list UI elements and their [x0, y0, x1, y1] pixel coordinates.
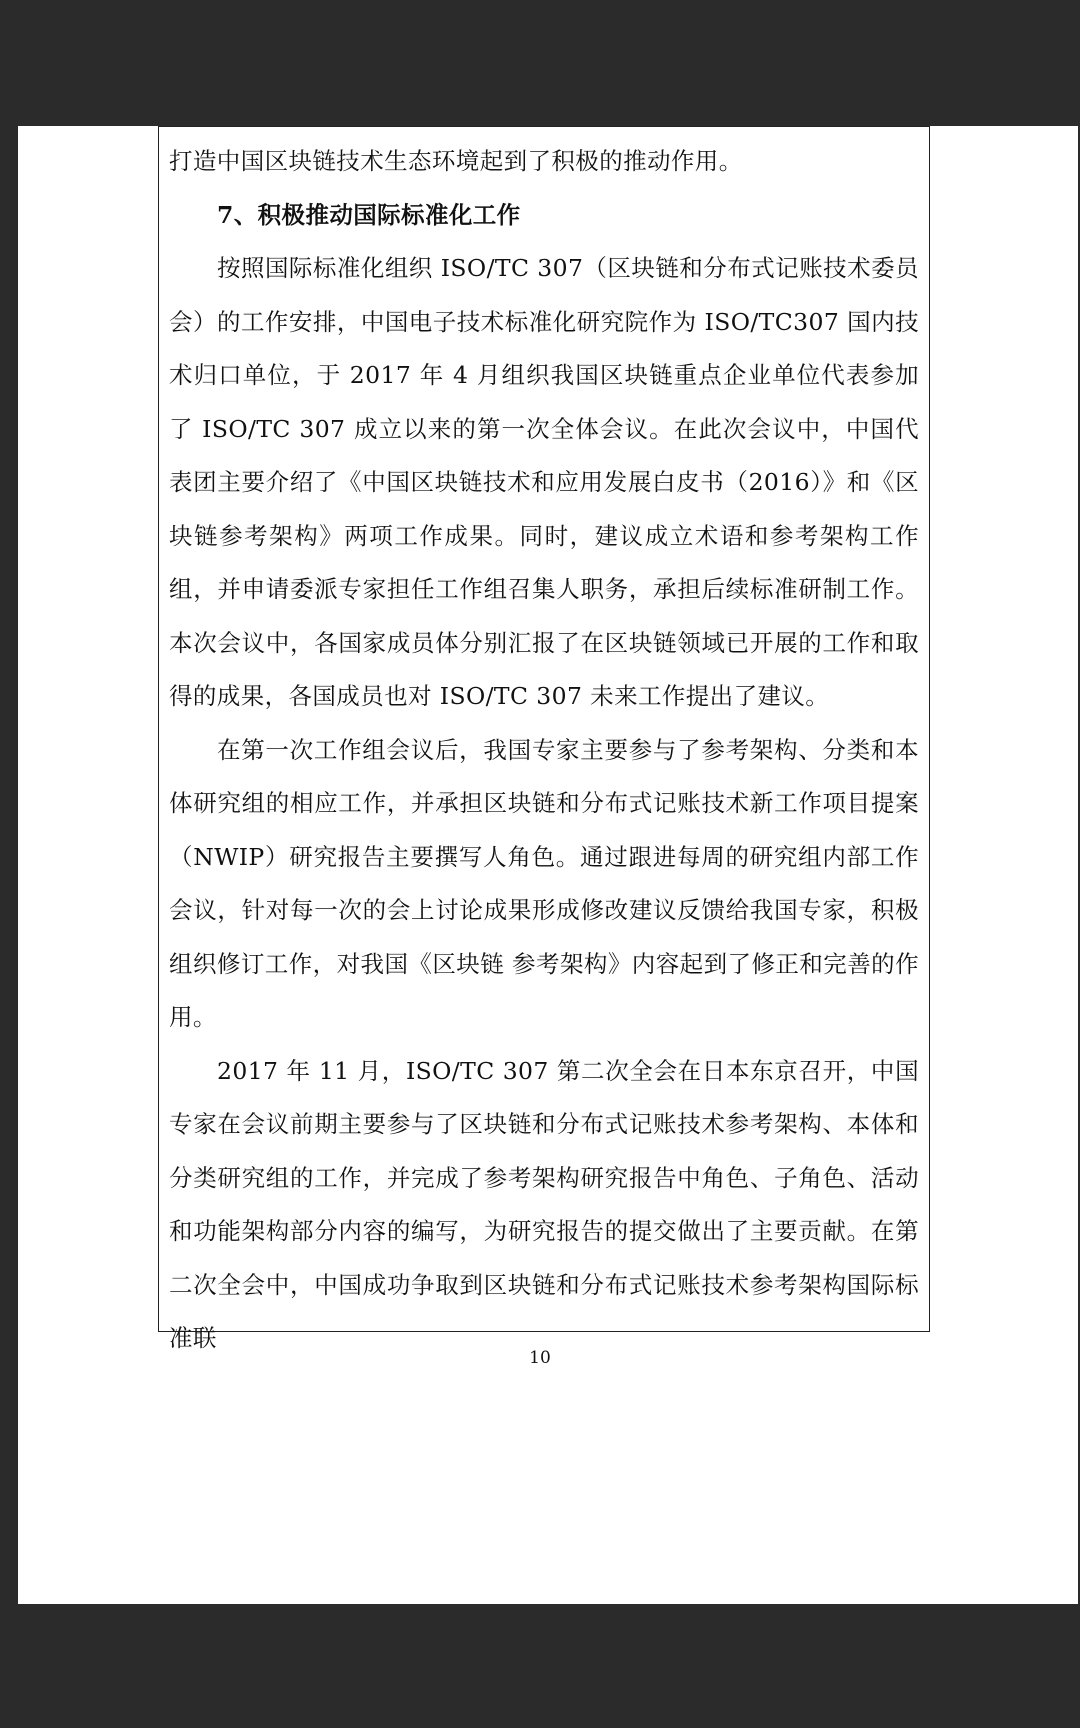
page-number: 10: [529, 1348, 551, 1368]
paragraph-first-meeting: 按照国际标准化组织 ISO/TC 307（区块链和分布式记账技术委员会）的工作安排，中国电子技术标准化研究院作为 ISO/TC307 国内技术归口单位，于 2017 年 4 月组织我国区块链重点企业单位代表参加了 ISO/TC 307 成立以来的第一次全体会议。在此次会议中，中国代表团主要介绍了《中国区块链技术和应用发展白皮书（2016）》和《区块链参考架构》两项工作成果。同时，建议成立术语和参考架构工作组，并申请委派专家担任工作组召集人职务，承担后续标准研制工作。本次会议中，各国家成员体分别汇报了在区块链领域已开展的工作和取得的成果，各国成员也对 ISO/TC 307 未来工作提出了建议。: [169, 254, 919, 710]
paragraph-continuation: 打造中国区块链技术生态环境起到了积极的推动作用。: [169, 147, 743, 175]
section-heading: 7、积极推动国际标准化工作: [217, 200, 521, 229]
text-frame: [158, 126, 930, 1352]
paragraph-second-plenary: 2017 年 11 月，ISO/TC 307 第二次全会在日本东京召开，中国专家在会议前期主要参与了区块链和分布式记账技术参考架构、本体和分类研究组的工作，并完成了参考架构研究报告中角色、子角色、活动和功能架构部分内容的编写，为研究报告的提交做出了主要贡献。在第二次全会中，中国成功争取到区块链和分布式记账技术参考架构国际标准联: [169, 1056, 919, 1352]
paragraph-working-group: 在第一次工作组会议后，我国专家主要参与了参考架构、分类和本体研究组的相应工作，并承担区块链和分布式记账技术新工作项目提案（NWIP）研究报告主要撰写人角色。通过跟进每周的研究组内部工作会议，针对每一次的会上讨论成果形成修改建议反馈给我国专家，积极组织修订工作，对我国《区块链 参考架构》内容起到了修正和完善的作用。: [169, 735, 919, 1031]
